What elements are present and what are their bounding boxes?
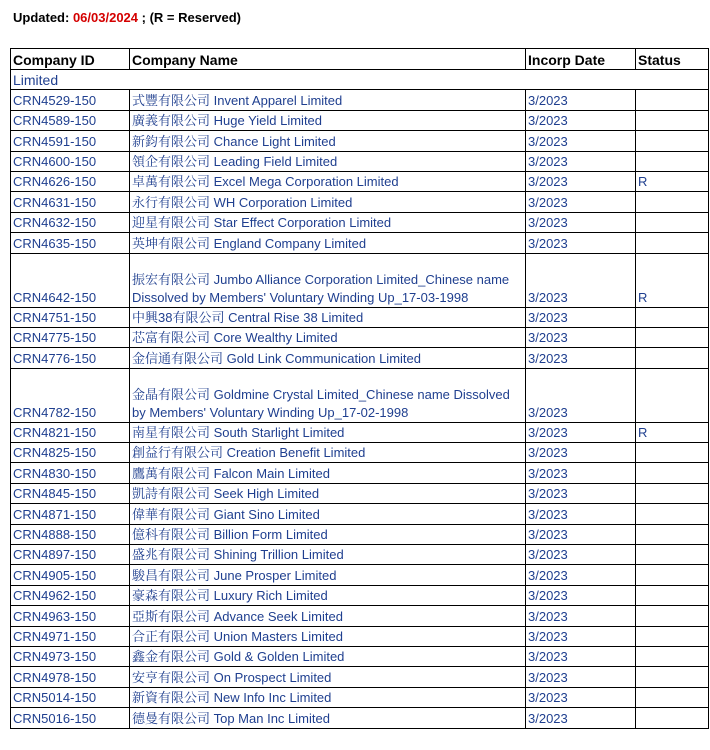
incorp-date-cell: 3/2023 bbox=[526, 422, 636, 442]
table-row bbox=[11, 212, 709, 232]
company-name-cell: 亞斯有限公司 Advance Seek Limited bbox=[130, 606, 526, 626]
company-id-cell: CRN5016-150 bbox=[11, 708, 130, 728]
company-name-cell: 豪森有限公司 Luxury Rich Limited bbox=[130, 585, 526, 605]
status-cell bbox=[636, 545, 709, 565]
incorp-date-cell: 3/2023 bbox=[526, 504, 636, 524]
incorp-date-cell: 3/2023 bbox=[526, 667, 636, 687]
company-name-cell: 偉華有限公司 Giant Sino Limited bbox=[130, 504, 526, 524]
table-row bbox=[11, 348, 709, 368]
incorp-date-cell: 3/2023 bbox=[526, 585, 636, 605]
table-row bbox=[11, 327, 709, 347]
company-name-cell: 安亨有限公司 On Prospect Limited bbox=[130, 667, 526, 687]
company-name-cell: 迎星有限公司 Star Effect Corporation Limited bbox=[130, 212, 526, 232]
company-name-cell: 盛兆有限公司 Shining Trillion Limited bbox=[130, 545, 526, 565]
status-cell bbox=[636, 368, 709, 422]
status-cell bbox=[636, 307, 709, 327]
status-cell bbox=[636, 667, 709, 687]
status-cell bbox=[636, 626, 709, 646]
table-row bbox=[11, 151, 709, 171]
section-row bbox=[11, 70, 709, 90]
status-cell bbox=[636, 90, 709, 110]
table-row bbox=[11, 90, 709, 110]
table-row bbox=[11, 307, 709, 327]
table-row bbox=[11, 463, 709, 483]
company-id-cell: CRN4600-150 bbox=[11, 151, 130, 171]
company-name-cell: 億科有限公司 Billion Form Limited bbox=[130, 524, 526, 544]
table-row bbox=[11, 585, 709, 605]
company-id-cell: CRN4962-150 bbox=[11, 585, 130, 605]
company-id-cell: CRN4897-150 bbox=[11, 545, 130, 565]
company-name-cell: 金信通有限公司 Gold Link Communication Limited bbox=[130, 348, 526, 368]
incorp-date-cell: 3/2023 bbox=[526, 626, 636, 646]
status-cell bbox=[636, 443, 709, 463]
company-id-cell: CRN4589-150 bbox=[11, 110, 130, 130]
incorp-date-cell: 3/2023 bbox=[526, 565, 636, 585]
table-row bbox=[11, 504, 709, 524]
incorp-date-cell: 3/2023 bbox=[526, 90, 636, 110]
company-id-cell: CRN4978-150 bbox=[11, 667, 130, 687]
company-name-cell: 創益行有限公司 Creation Benefit Limited bbox=[130, 443, 526, 463]
company-name-cell: 新鈞有限公司 Chance Light Limited bbox=[130, 131, 526, 151]
table-row bbox=[11, 192, 709, 212]
company-name-cell: 新資有限公司 New Info Inc Limited bbox=[130, 687, 526, 707]
company-id-cell: CRN4871-150 bbox=[11, 504, 130, 524]
company-id-cell: CRN4626-150 bbox=[11, 171, 130, 191]
company-name-cell: 鷹萬有限公司 Falcon Main Limited bbox=[130, 463, 526, 483]
table-row bbox=[11, 708, 709, 728]
incorp-date-cell: 3/2023 bbox=[526, 307, 636, 327]
incorp-date-cell: 3/2023 bbox=[526, 253, 636, 307]
section-label: Limited bbox=[11, 70, 709, 90]
company-name-cell: 振宏有限公司 Jumbo Alliance Corporation Limited_Chinese name Dissolved by Members' Voluntary Winding Up_17-03-1998 bbox=[130, 253, 526, 307]
incorp-date-cell: 3/2023 bbox=[526, 131, 636, 151]
incorp-date-cell: 3/2023 bbox=[526, 524, 636, 544]
status-cell bbox=[636, 233, 709, 253]
table-row bbox=[11, 110, 709, 130]
company-name-cell: 合正有限公司 Union Masters Limited bbox=[130, 626, 526, 646]
incorp-date-cell: 3/2023 bbox=[526, 687, 636, 707]
incorp-date-cell: 3/2023 bbox=[526, 151, 636, 171]
table-row bbox=[11, 233, 709, 253]
company-id-cell: CRN4529-150 bbox=[11, 90, 130, 110]
incorp-date-cell: 3/2023 bbox=[526, 443, 636, 463]
status-cell: R bbox=[636, 253, 709, 307]
incorp-date-cell: 3/2023 bbox=[526, 606, 636, 626]
incorp-date-cell: 3/2023 bbox=[526, 463, 636, 483]
table-row bbox=[11, 524, 709, 544]
company-id-cell: CRN4888-150 bbox=[11, 524, 130, 544]
table-row bbox=[11, 483, 709, 503]
status-cell bbox=[636, 327, 709, 347]
status-cell bbox=[636, 212, 709, 232]
incorp-date-cell: 3/2023 bbox=[526, 368, 636, 422]
company-name-cell: 德曼有限公司 Top Man Inc Limited bbox=[130, 708, 526, 728]
incorp-date-cell: 3/2023 bbox=[526, 171, 636, 191]
status-cell bbox=[636, 131, 709, 151]
company-id-cell: CRN4776-150 bbox=[11, 348, 130, 368]
company-id-cell: CRN4751-150 bbox=[11, 307, 130, 327]
company-name-cell: 式豐有限公司 Invent Apparel Limited bbox=[130, 90, 526, 110]
company-id-cell: CRN4971-150 bbox=[11, 626, 130, 646]
company-id-cell: CRN4631-150 bbox=[11, 192, 130, 212]
table-row bbox=[11, 606, 709, 626]
company-name-cell: 芯富有限公司 Core Wealthy Limited bbox=[130, 327, 526, 347]
updated-note bbox=[13, 10, 241, 25]
status-cell bbox=[636, 151, 709, 171]
table-header bbox=[11, 49, 709, 70]
table-row bbox=[11, 171, 709, 191]
updated-date: 06/03/2024 bbox=[72, 10, 139, 25]
incorp-date-cell: 3/2023 bbox=[526, 646, 636, 666]
incorp-date-cell: 3/2023 bbox=[526, 233, 636, 253]
company-name-cell: 廣義有限公司 Huge Yield Limited bbox=[130, 110, 526, 130]
company-id-cell: CRN4635-150 bbox=[11, 233, 130, 253]
table-row bbox=[11, 545, 709, 565]
status-cell bbox=[636, 110, 709, 130]
table-row bbox=[11, 422, 709, 442]
col-status: Status bbox=[636, 49, 709, 70]
incorp-date-cell: 3/2023 bbox=[526, 327, 636, 347]
status-cell bbox=[636, 504, 709, 524]
company-id-cell: CRN4775-150 bbox=[11, 327, 130, 347]
table-row bbox=[11, 253, 709, 307]
incorp-date-cell: 3/2023 bbox=[526, 483, 636, 503]
updated-label: Updated: bbox=[13, 10, 73, 25]
company-name-cell: 凱詩有限公司 Seek High Limited bbox=[130, 483, 526, 503]
table-row bbox=[11, 646, 709, 666]
table-row bbox=[11, 131, 709, 151]
table-row bbox=[11, 667, 709, 687]
col-company-id: Company ID bbox=[11, 49, 130, 70]
company-id-cell: CRN4642-150 bbox=[11, 253, 130, 307]
status-cell bbox=[636, 585, 709, 605]
company-name-cell: 英坤有限公司 England Company Limited bbox=[130, 233, 526, 253]
status-cell bbox=[636, 606, 709, 626]
status-cell bbox=[636, 708, 709, 728]
incorp-date-cell: 3/2023 bbox=[526, 545, 636, 565]
company-id-cell: CRN4821-150 bbox=[11, 422, 130, 442]
status-cell: R bbox=[636, 422, 709, 442]
company-id-cell: CRN5014-150 bbox=[11, 687, 130, 707]
company-id-cell: CRN4782-150 bbox=[11, 368, 130, 422]
reserved-legend: ; (R = Reserved) bbox=[138, 10, 241, 25]
status-cell bbox=[636, 463, 709, 483]
incorp-date-cell: 3/2023 bbox=[526, 212, 636, 232]
col-incorp-date: Incorp Date bbox=[526, 49, 636, 70]
company-id-cell: CRN4591-150 bbox=[11, 131, 130, 151]
incorp-date-cell: 3/2023 bbox=[526, 192, 636, 212]
company-name-cell: 南星有限公司 South Starlight Limited bbox=[130, 422, 526, 442]
company-name-cell: 卓萬有限公司 Excel Mega Corporation Limited bbox=[130, 171, 526, 191]
company-id-cell: CRN4825-150 bbox=[11, 443, 130, 463]
incorp-date-cell: 3/2023 bbox=[526, 708, 636, 728]
company-name-cell: 金晶有限公司 Goldmine Crystal Limited_Chinese name Dissolved by Members' Voluntary Winding Up_17-02-1998 bbox=[130, 368, 526, 422]
table-row bbox=[11, 443, 709, 463]
status-cell bbox=[636, 192, 709, 212]
company-id-cell: CRN4632-150 bbox=[11, 212, 130, 232]
table-row bbox=[11, 368, 709, 422]
table-row bbox=[11, 565, 709, 585]
status-cell bbox=[636, 646, 709, 666]
table-row bbox=[11, 687, 709, 707]
status-cell bbox=[636, 524, 709, 544]
company-name-cell: 永行有限公司 WH Corporation Limited bbox=[130, 192, 526, 212]
company-name-cell: 領企有限公司 Leading Field Limited bbox=[130, 151, 526, 171]
table-row bbox=[11, 626, 709, 646]
company-id-cell: CRN4830-150 bbox=[11, 463, 130, 483]
col-company-name: Company Name bbox=[130, 49, 526, 70]
company-name-cell: 駿昌有限公司 June Prosper Limited bbox=[130, 565, 526, 585]
company-id-cell: CRN4845-150 bbox=[11, 483, 130, 503]
incorp-date-cell: 3/2023 bbox=[526, 348, 636, 368]
status-cell bbox=[636, 565, 709, 585]
company-id-cell: CRN4973-150 bbox=[11, 646, 130, 666]
status-cell bbox=[636, 348, 709, 368]
company-name-cell: 中興38有限公司 Central Rise 38 Limited bbox=[130, 307, 526, 327]
company-table bbox=[10, 48, 709, 729]
company-name-cell: 鑫金有限公司 Gold & Golden Limited bbox=[130, 646, 526, 666]
status-cell: R bbox=[636, 171, 709, 191]
incorp-date-cell: 3/2023 bbox=[526, 110, 636, 130]
status-cell bbox=[636, 687, 709, 707]
company-id-cell: CRN4963-150 bbox=[11, 606, 130, 626]
status-cell bbox=[636, 483, 709, 503]
company-id-cell: CRN4905-150 bbox=[11, 565, 130, 585]
